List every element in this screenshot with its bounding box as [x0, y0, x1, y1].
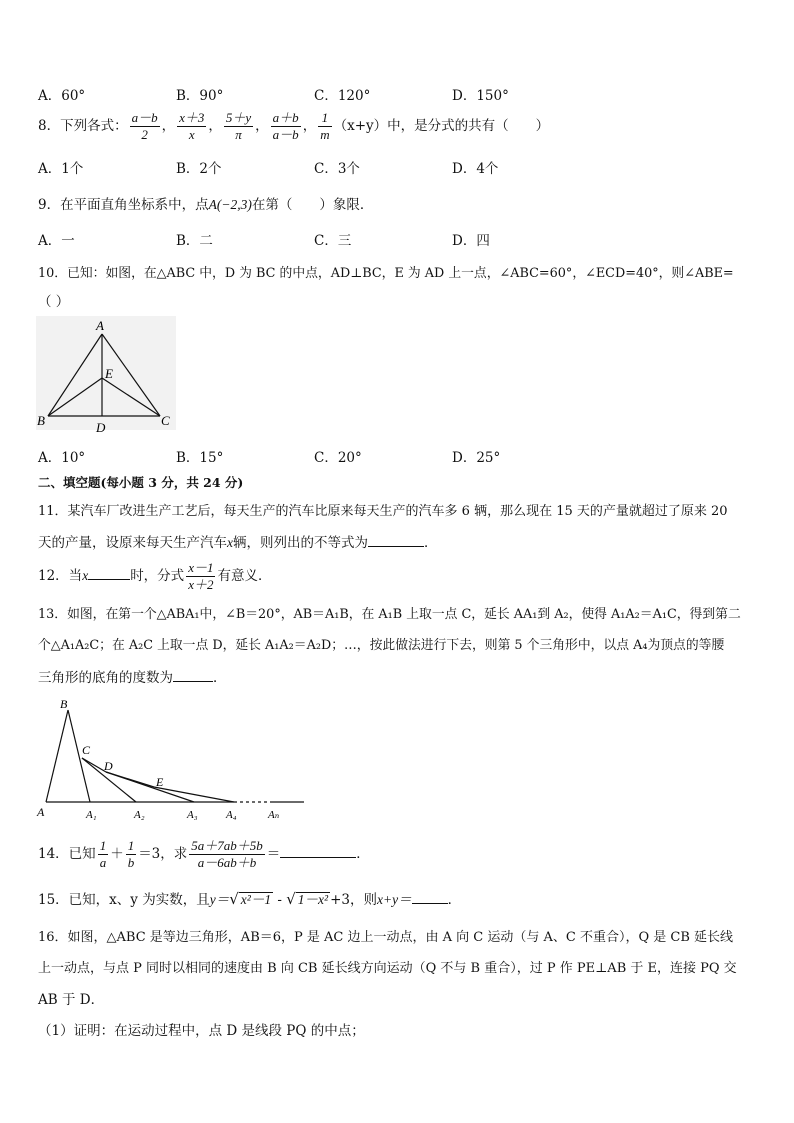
q10-stem-line1: 10．已知：如图，在△ABC 中，D 为 BC 的中点，AD⊥BC，E 为 AD 上一点，∠ABC=60°，∠ECD=40°，则∠ABE= [38, 266, 734, 281]
q14-fraction-1: $\frac{1}{a}$ [99, 838, 107, 870]
q11-answer-blank[interactable] [368, 534, 424, 547]
label-a3: A₃ [187, 809, 198, 821]
q8-option-d: D．4个 [452, 161, 499, 177]
q16-subquestion-1: （1）证明：在运动过程中，点 D 是线段 PQ 的中点； [38, 1023, 365, 1039]
q16-stem-line2: 上一动点，与点 P 同时以相同的速度由 B 向 CB 延长线方向运动（Q 不与 B 重合），过 P 作 PE⊥AB 于 E，连接 PQ 交 [38, 961, 737, 976]
q14-answer-blank[interactable] [280, 845, 356, 858]
label-a1: A₁ [86, 809, 97, 821]
q7-option-c: C．120° [314, 88, 371, 104]
q8-fraction-5: $\frac{1}{m}$ [320, 110, 330, 142]
q15-radicand-1: x²－1 [240, 892, 272, 907]
q8-fraction-3: $\frac{5+y}{\pi}$ [225, 110, 252, 142]
label-an: Aₙ [268, 809, 280, 821]
q15-stem: 15．已知，x、y 为实数，且y＝√ x²－1 - √ 1－x² +3，则x+y＝ ． [38, 890, 462, 908]
q10-option-d: D．25° [452, 450, 501, 466]
q9-stem: 9．在平面直角坐标系中，点A(−2,3)在第（ ）象限． [38, 197, 374, 213]
q8-fraction-4: $\frac{a+b}{a-b}$ [272, 110, 299, 142]
label-b: B [37, 413, 45, 428]
q10-triangle-figure [36, 316, 176, 436]
q8-fraction-2: $\frac{x+3}{x}$ [179, 110, 205, 142]
q9-option-c: C．三 [314, 233, 352, 249]
q10-option-b: B．15° [176, 450, 224, 466]
label-a2: A₂ [134, 809, 145, 821]
q13-answer-blank[interactable] [173, 669, 213, 682]
label-d: D [104, 759, 113, 773]
segment-a-b [46, 710, 68, 802]
q8-option-c: C．3个 [314, 161, 360, 177]
segment-d-e [106, 772, 154, 787]
label-c: C [82, 743, 91, 757]
q14-fraction-2: $\frac{1}{b}$ [127, 838, 135, 870]
q9-option-a: A．一 [38, 233, 75, 249]
q16-stem-line3: AB 于 D． [38, 992, 105, 1008]
q10-option-a: A．10° [38, 450, 86, 466]
q12-stem: 12．当x 时，分式 $\frac{x-1}{x+2}$ 有意义． [38, 560, 272, 592]
q11-stem-line1: 11．某汽车厂改进生产工艺后，每天生产的汽车比原来每天生产的汽车多 6 辆，那么现在 15 天的产量就超过了原来 20 [38, 504, 728, 519]
q8-option-a: A．1个 [38, 161, 84, 177]
q9-point: A(−2,3) [208, 197, 252, 212]
q8-stem: 8．下列各式： $\frac{a-b}{2}$ ， $\frac{x+3}{x}$ ， $\frac{5+y}{\pi}$ ， $\frac{a+b}{a-b}$ ， $\frac{1}{m}$ （x+y）中，是分式的共有（ ） [38, 110, 550, 142]
q12-fraction: $\frac{x-1}{x+2}$ [188, 560, 214, 592]
label-a4: A₄ [226, 809, 237, 821]
q12-answer-blank[interactable] [88, 567, 130, 580]
q15-radicand-2: 1－x² [297, 892, 329, 907]
q8-fraction-1: $\frac{a-b}{2}$ [131, 110, 158, 142]
sqrt-symbol-2: √ [286, 890, 296, 908]
segment-c-d [82, 758, 106, 772]
q13-chain-triangle-figure [34, 694, 310, 824]
q10-stem-line2: （ ） [38, 294, 70, 310]
q7-option-d: D．150° [452, 88, 509, 104]
label-a: A [37, 805, 45, 819]
q9-option-b: B．二 [176, 233, 213, 249]
q14-stem: 14．已知 $\frac{1}{a}$ ＋ $\frac{1}{b}$ ＝3，求 $\frac{5a+7ab+5b}{a-6ab+b}$ ＝ ． [38, 838, 370, 870]
q7-option-a: A．60° [38, 88, 86, 104]
q13-stem-line2: 个△A₁A₂C；在 A₂C 上取一点 D，延长 A₁A₂＝A₂D；…，按此做法进行下去，则第 5 个三角形中，以点 A₄为顶点的等腰 [38, 638, 725, 653]
label-e: E [156, 775, 164, 789]
q14-fraction-3: $\frac{5a+7ab+5b}{a-6ab+b}$ [191, 838, 263, 870]
q10-option-c: C．20° [314, 450, 362, 466]
label-d: D [96, 420, 106, 435]
section-2-heading: 二、填空题(每小题 3 分，共 24 分) [38, 475, 244, 490]
q13-stem-line1: 13．如图，在第一个△ABA₁中，∠B＝20°，AB＝A₁B，在 A₁B 上取一点 C，延长 AA₁到 A₂，使得 A₁A₂＝A₁C，得到第二 [38, 607, 741, 622]
segment-e-a4 [154, 787, 234, 802]
q15-answer-blank[interactable] [412, 891, 448, 904]
q7-option-b: B．90° [176, 88, 224, 104]
label-a: A [96, 318, 104, 333]
sqrt-symbol-1: √ [229, 890, 239, 908]
label-c: C [161, 413, 170, 428]
q16-stem-line1: 16．如图，△ABC 是等边三角形，AB＝6，P 是 AC 边上一动点，由 A 向 C 运动（与 A、C 不重合），Q 是 CB 延长线 [38, 930, 734, 945]
label-b: B [60, 697, 68, 711]
q11-stem-line2: 天的产量，设原来每天生产汽车x辆，则列出的不等式为 ． [38, 535, 438, 551]
q13-stem-line3: 三角形的底角的度数为 ． [38, 670, 227, 686]
q8-option-b: B．2个 [176, 161, 222, 177]
q9-option-d: D．四 [452, 233, 490, 249]
label-e: E [105, 366, 113, 381]
